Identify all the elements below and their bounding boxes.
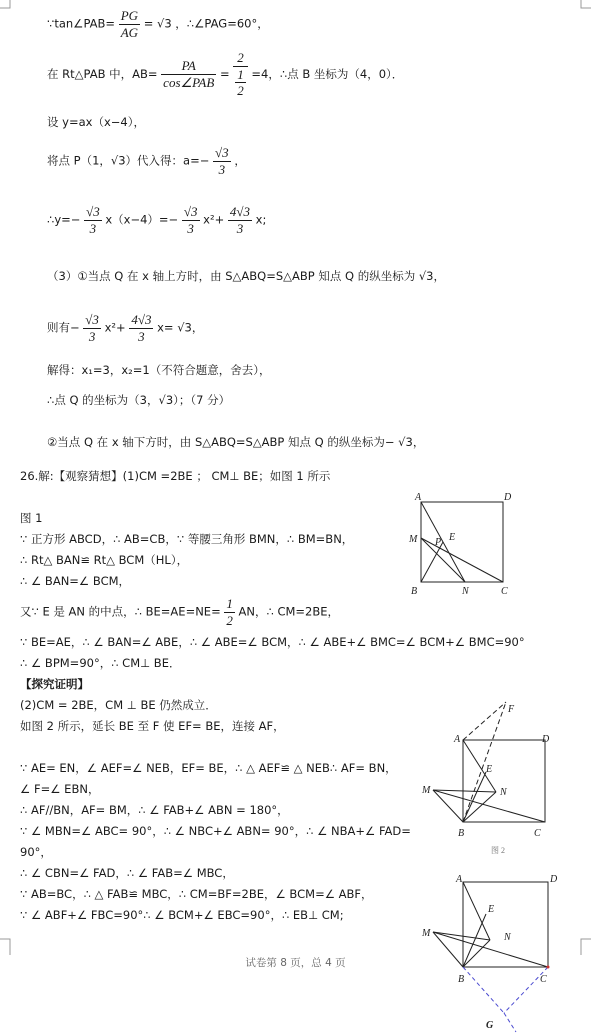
line-eb-perp-cm: ∵ ∠ ABF+∠ FBC=90°∴ ∠ BCM+∠ EBC=90°，∴ EB⊥ CM; [20, 908, 344, 922]
text-segment: = [219, 66, 230, 81]
fraction [182, 204, 200, 236]
label-e: E [488, 904, 495, 915]
denominator: 3 [236, 220, 244, 236]
denominator: 3 [89, 220, 97, 236]
label-n: N [462, 586, 469, 597]
line-equation [47, 312, 203, 344]
numerator: PG [120, 8, 139, 23]
text-segment: ， [234, 153, 246, 168]
label-d: D [550, 874, 558, 885]
text-segment: 将点 P（1，√3）代入得：a=− [47, 153, 210, 168]
fraction-pa-cos [161, 58, 216, 90]
line-congruent: ∴ Rt△ BAN≌ Rt△ BCM（HL）， [20, 553, 189, 567]
denominator: 2 [226, 612, 233, 628]
line-solve: 解得：x₁=3，x₂=1（不符合题意，舍去）， [47, 363, 271, 377]
corner-mark-bottom-right [571, 935, 591, 955]
text-segment: AN，∴ CM=2BE， [238, 604, 340, 619]
label-c: C [534, 828, 541, 839]
denominator: cos∠PAB [163, 74, 215, 90]
text-segment: = √3 ，∴∠PAG=60°， [143, 16, 269, 31]
fraction [228, 204, 252, 236]
line-part3-below: ②当点 Q 在 x 轴下方时，由 S△ABQ=S△ABP 知点 Q 的纵坐标为− √3， [47, 435, 425, 449]
label-d: D [504, 492, 512, 503]
label-e: E [449, 532, 456, 543]
line-part3-above: （3）①当点 Q 在 x 轴上方时，由 S△ABQ=S△ABP 知点 Q 的纵坐标为 √3， [47, 269, 445, 283]
figure-2-caption: 图 2 [491, 846, 505, 855]
fraction [129, 312, 153, 344]
fraction-one-half [224, 596, 235, 628]
line-angle-sum: ∵ BE=AE，∴ ∠ BAN=∠ ABE，∴ ∠ ABE=∠ BCM，∴ ∠ ABE+∠ BMC=∠ BCM+∠ BMC=90° [20, 635, 525, 649]
label-a: A [454, 734, 461, 745]
denominator: 3 [187, 220, 194, 236]
line-perpendicular: ∴ ∠ BPM=90°，∴ CM⊥ BE． [20, 656, 181, 670]
figure-3 [418, 868, 568, 1034]
numerator: √3 [85, 312, 99, 327]
text-segment: x（x−4）=− [105, 212, 179, 227]
line-extend-be: 如图 2 所示，延长 BE 至 F 使 EF= BE，连接 AF， [20, 719, 285, 733]
page-footer: 试卷第 8 页，总 4 页 [245, 957, 346, 969]
numerator: 4√3 [229, 204, 251, 219]
text-segment: 则有− [47, 320, 80, 335]
fraction [84, 204, 102, 236]
line-set-y: 设 y=ax（x−4）， [47, 115, 145, 129]
corner-mark-top-left [0, 0, 20, 14]
fraction-one-half [235, 67, 246, 99]
denominator [233, 67, 248, 99]
fraction-root3-over-3 [213, 145, 231, 177]
label-e: E [486, 764, 493, 775]
label-b: B [411, 586, 418, 597]
line-angle-eq: ∴ ∠ BAN=∠ BCM， [20, 574, 131, 588]
line-mbn: ∵ ∠ MBN=∠ ABC= 90°，∴ ∠ NBC+∠ ABN= 90°，∴ ∠ NBA+∠ FAD= [20, 824, 411, 838]
denominator: 3 [138, 328, 145, 344]
numerator: PA [161, 58, 216, 75]
fraction-two-over-half [233, 50, 248, 99]
label-c: C [501, 586, 508, 597]
text-segment: x; [255, 212, 267, 227]
label-c: C [540, 974, 547, 985]
label-d: D [542, 734, 550, 745]
label-n: N [500, 787, 507, 798]
line-part2: (2)CM = 2BE，CM ⊥ BE 仍然成立． [20, 698, 217, 712]
denominator: AG [120, 24, 139, 40]
corner-mark-top-right [571, 0, 591, 14]
numerator: 1 [226, 596, 233, 611]
label-m: M [422, 928, 431, 939]
text-segment: ∵tan∠PAB= [47, 16, 116, 31]
line-rt-pab [47, 50, 403, 99]
denominator: 3 [218, 161, 226, 177]
label-p: P [435, 537, 442, 548]
label-g: G [486, 1020, 494, 1031]
line-midpoint [20, 596, 339, 628]
line-parallel: ∴ AF//BN，AF= BM，∴ ∠ FAB+∠ ABN = 180°， [20, 803, 289, 817]
line-explore-heading: 【探究证明】 [20, 677, 89, 691]
fraction [83, 312, 101, 344]
numerator: √3 [215, 145, 229, 160]
label-n: N [504, 932, 511, 943]
line-parabola [47, 204, 266, 236]
line-cbn: ∴ ∠ CBN=∠ FAD，∴ ∠ FAB=∠ MBC， [20, 866, 234, 880]
text-segment: =4，∴点 B 坐标为（4，0）． [251, 66, 404, 81]
fraction-pg-ag [119, 8, 140, 40]
text-segment: x²+ [104, 320, 126, 335]
text-segment: 在 Rt△PAB 中，AB= [47, 66, 158, 81]
denominator: 2 [237, 83, 244, 99]
line-fab-mbc: ∵ AB=BC，∴ △ FAB≌ MBC，∴ CM=BF=2BE，∠ BCM=∠ ABF， [20, 887, 373, 901]
numerator: 4√3 [131, 312, 152, 327]
numerator: √3 [183, 204, 198, 219]
label-b: B [458, 828, 465, 839]
text-segment: ∴y=− [47, 212, 81, 227]
line-f-ebn: ∠ F=∠ EBN， [20, 782, 100, 796]
numerator: √3 [86, 204, 100, 219]
line-figure1-label: 图 1 [20, 511, 43, 525]
label-b: B [458, 974, 465, 985]
text-segment: x= √3， [157, 320, 204, 335]
line-90: 90°， [20, 845, 52, 859]
label-m: M [409, 534, 418, 545]
figure-2 [418, 700, 558, 860]
line-square: ∵ 正方形 ABCD，∴ AB=CB，∵ 等腰三角形 BMN，∴ BM=BN， [20, 532, 354, 546]
numerator: 1 [237, 66, 244, 82]
numerator: 2 [233, 50, 248, 67]
line-substitute-p [47, 145, 246, 177]
label-f: F [508, 704, 515, 715]
label-a: A [415, 492, 422, 503]
label-a: A [456, 874, 463, 885]
denominator: 3 [88, 328, 96, 344]
corner-mark-bottom-left [0, 935, 20, 955]
text-segment: 又∵ E 是 AN 的中点，∴ BE=AE=NE= [20, 604, 221, 619]
line-tan-pab [47, 8, 269, 40]
text-segment: x²+ [203, 212, 225, 227]
label-m: M [422, 785, 431, 796]
line-q-coord: ∴点 Q 的坐标为（3，√3）；（7 分） [47, 393, 231, 407]
line-q26-heading: 26.解:【观察猜想】(1)CM =2BE ； CM⊥ BE；如图 1 所示 [20, 469, 331, 483]
line-aef-neb: ∵ AE= EN，∠ AEF=∠ NEB，EF= BE，∴ △ AEF≌ △ NEB∴ AF= BN， [20, 761, 397, 775]
figure-1 [405, 490, 520, 598]
